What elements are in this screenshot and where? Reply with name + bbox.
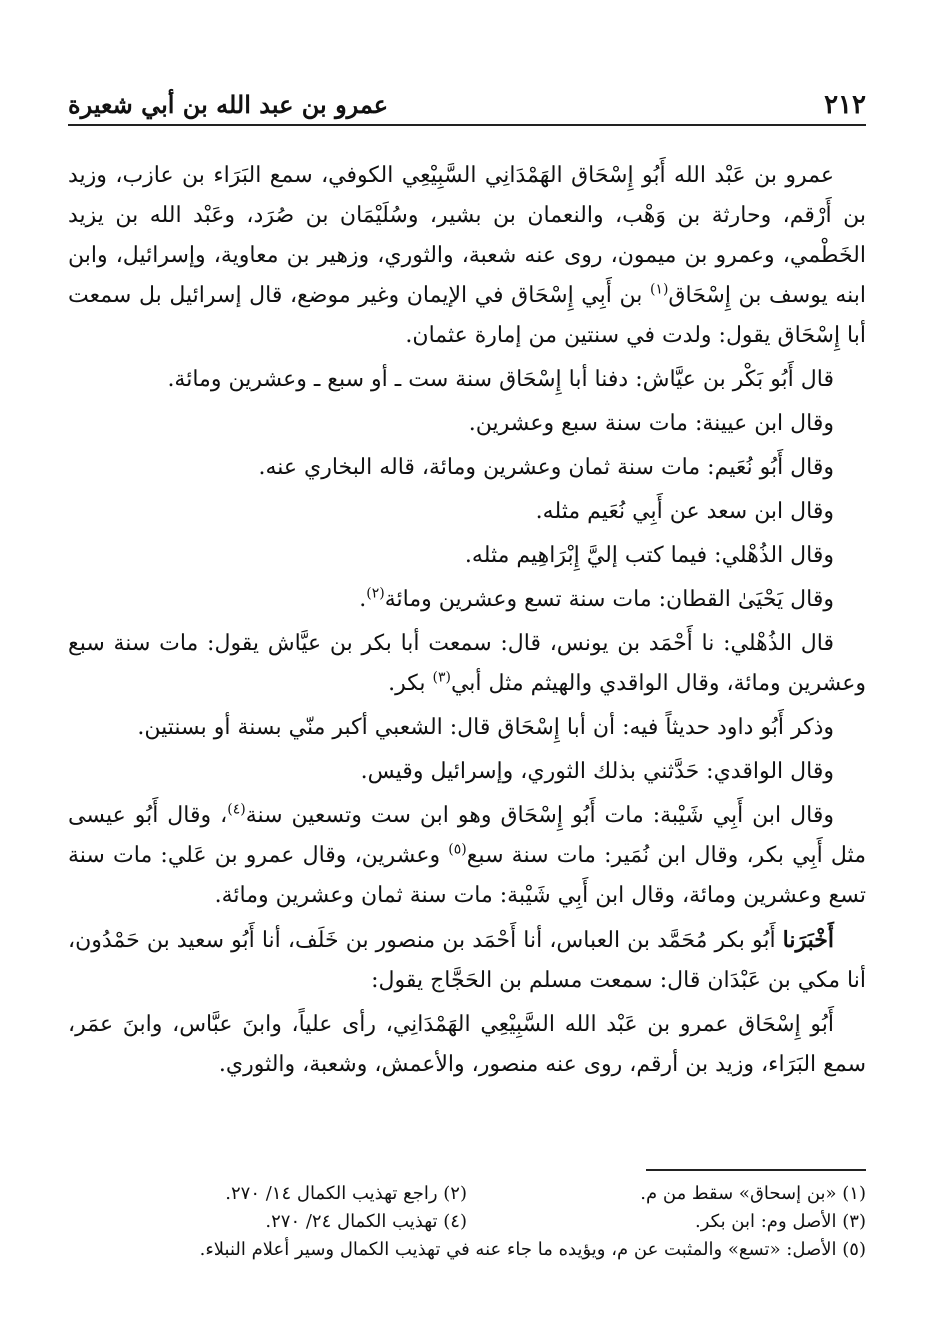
text-run: قال الذُهْلي: نا أَحْمَد بن يونس، قال: سمعت أبا بكر بن عيَّاش يقول: مات سنة سبع وعشرين ومائة، وقال الواقدي والهيثم مثل أبي — [68, 631, 866, 696]
paragraph — [68, 492, 866, 532]
footnote-marker[interactable]: (١) — [649, 281, 669, 298]
text-run: بن أَبِي إِسْحَاق في الإيمان وغير موضع، قال إسرائيل بل سمعت أبا إِسْحَاق يقول: ولدت في سنتين من إمارة عثمان. — [68, 283, 866, 348]
text-run: أَبُو بكر مُحَمَّد بن العباس، أنا أَحْمَد بن منصور بن خَلَف، أنا أَبُو سعيد بن حَمْدُون، أنا مكي بن عَبْدَان قال: سمعت مسلم بن الحَجَّاج يقول: — [68, 928, 866, 993]
text-run: وقال ابن سعد عن أَبِي نُعَيم مثله. — [535, 499, 834, 524]
running-title: عمرو بن عبد الله بن أبي شعيرة — [68, 90, 389, 119]
text-run: وعشرين، وقال عمرو بن عَلي: مات سنة تسع وعشرين ومائة، وقال ابن أَبِي شَيْبة: مات سنة ثمان وعشرين ومائة. — [68, 843, 866, 908]
text-run: وقال الواقدي: حَدَّثني بذلك الثوري، وإسرائيل وقيس. — [360, 759, 834, 784]
text-run: عمرو بن عَبْد الله أَبُو إِسْحَاق الهَمْدَانِي السَّبِيْعِي الكوفي، سمع البَرَاء بن عازب، وزيد بن أَرْقم، وحارثة بن وَهْب، والنعمان بن بشير، وسُلَيْمَان بن صُرَد، وعَبْد الله بن يزيد الخَطْمي، وعمرو بن ميمون، روى عنه شعبة، والثوري، وزهير بن معاوية، وإسرائيل، وابن ابنه يوسف بن إِسْحَاق — [68, 163, 866, 308]
text-run: وذكر أَبُو داود حديثاً فيه: أن أبا إِسْحَاق قال: الشعبي أكبر منّي بسنة أو بسنتين. — [137, 715, 834, 740]
text-run: بكر. — [388, 671, 433, 696]
footnote: (٢) راجع تهذيب الكمال ١٤/ ٢٧٠. — [225, 1183, 467, 1204]
footnote: (١) «بن إسحاق» سقط من م. — [640, 1183, 866, 1204]
paragraph — [68, 580, 866, 620]
text-run: وقال الذُهْلي: فيما كتب إليَّ إِبْرَاهِيم مثله. — [464, 543, 834, 568]
paragraph — [68, 360, 866, 400]
text-run: وقال ابن عيينة: مات سنة سبع وعشرين. — [468, 411, 834, 436]
page-header — [68, 84, 866, 122]
text-run: وقال أَبُو نُعَيم: مات سنة ثمان وعشرين ومائة، قاله البخاري عنه. — [258, 455, 834, 480]
footnote-marker[interactable]: (٢) — [366, 585, 385, 602]
header-divider — [68, 124, 866, 126]
footnote-marker[interactable]: (٣) — [432, 669, 451, 686]
footnote: (٤) تهذيب الكمال ٢٤/ ٢٧٠. — [265, 1211, 467, 1232]
text-run: . — [359, 587, 367, 612]
text-run: قال أَبُو بَكْر بن عيَّاش: دفنا أبا إِسْحَاق سنة ست ـ أو سبع ـ وعشرين ومائة. — [167, 367, 834, 392]
text-run: ، وقال أَبُو عيسى مثل أَبِي بكر، وقال ابن نُمَير: مات سنة سبع — [68, 803, 866, 868]
paragraph — [68, 920, 866, 1001]
paragraph — [68, 624, 866, 704]
paragraph — [68, 796, 866, 916]
text-run: وقال يَحْيَىٰ القطان: مات سنة تسع وعشرين ومائة — [384, 587, 834, 612]
footnote-row — [68, 1208, 866, 1236]
text-run: أَبُو إِسْحَاق عمرو بن عَبْد الله السَّبِيْعِي الهَمْدَانِي، رأى علياً، وابنَ عبَّاس، وابنَ عمَر، سمع البَرَاء، وزيد بن أرقم، روى عنه منصور، والأعمش، وشعبة، والثوري. — [68, 1012, 866, 1077]
footnote: (٣) الأصل وم: ابن بكر. — [694, 1211, 866, 1232]
paragraph — [68, 708, 866, 748]
isnad-lead-word: أَخْبَرَنا — [782, 927, 834, 953]
paragraph — [68, 536, 866, 576]
text-run: وقال ابن أَبِي شَيْبة: مات أَبُو إِسْحَاق وهو ابن ست وتسعين سنة — [245, 803, 834, 828]
footnote-marker[interactable]: (٥) — [448, 841, 467, 858]
footnotes — [68, 1180, 866, 1264]
page-number: ٢١٢ — [824, 90, 866, 120]
paragraph — [68, 752, 866, 792]
footnote-divider — [646, 1169, 866, 1171]
footnote-row — [68, 1180, 866, 1208]
paragraph — [68, 1005, 866, 1085]
footnote-marker[interactable]: (٤) — [227, 801, 246, 818]
footnote: (٥) الأصل: «تسع» والمثبت عن م، ويؤيده ما جاء عنه في تهذيب الكمال وسير أعلام النبلاء. — [199, 1239, 866, 1260]
paragraph — [68, 404, 866, 444]
paragraph — [68, 448, 866, 488]
paragraph — [68, 156, 866, 356]
body-text — [68, 156, 866, 1085]
